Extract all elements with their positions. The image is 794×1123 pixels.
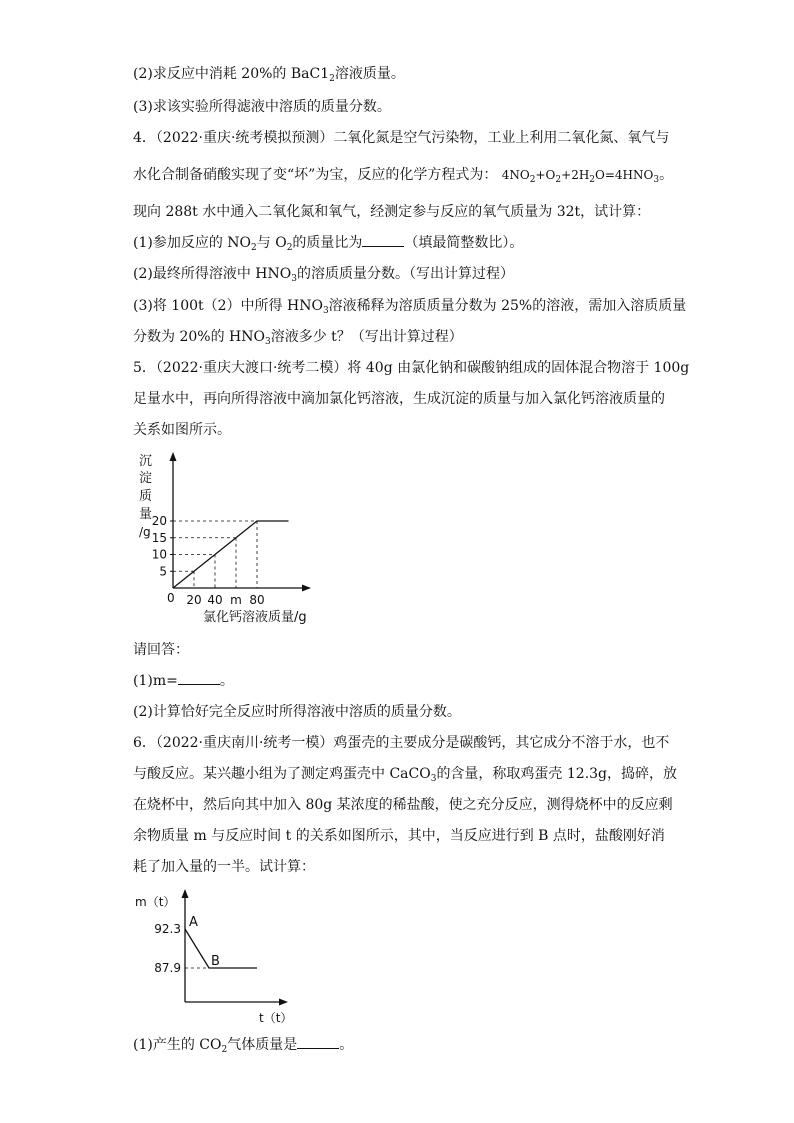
chart1-y-tick-label: 15 [151,530,167,545]
chart1-ylabel-2: 淀 [139,471,153,486]
q4-part2: (2)最终所得溶液中 $HNO_3$的溶质质量分数。（写出计算过程） [133,266,514,284]
q4-line3: 现向 288t 水中通入二氧化氮和氧气，经测定参与反应的氧气质量为 32t，试计算： [133,204,651,220]
q5-part2: (2)计算恰好完全反应时所得溶液中溶质的质量分数。 [133,704,461,720]
q6-line1: 6．（2022·重庆南川·统考一模）鸡蛋壳的主要成分是碳酸钙，其它成分不溶于水，也不 [133,735,670,751]
chart2-point-label-b: B [211,954,220,969]
q6-line3: 在烧杯中，然后向其中加入 80g 某浓度的稀盐酸，使之充分反应，测得烧杯中的反应剩 [133,797,673,813]
q6-line5: 耗了加入量的一半。试计算： [133,859,315,875]
chart1-x-tick-label: 40 [207,593,223,607]
chart1-y-arrow [170,452,177,461]
q6-line2: 与酸反应。某兴趣小组为了测定鸡蛋壳中 CaCO$_3$的含量，称取鸡蛋壳 12.3g，捣碎，放 [133,766,678,784]
chart2-y-arrow [182,889,189,898]
chart1-y-tick-label: 10 [151,547,167,562]
chart1-y-tick-label: 20 [151,514,167,528]
q4-line2: 水化合制备硝酸实现了变“坏”为宝，反应的化学方程式为： $4NO_2+O_2+2H_2O=4HNO_3$。 [133,167,674,185]
precipitate-chart [133,450,333,630]
q4-equation: $4NO_2+O_2+2H_2O=4HNO_3$ [501,168,660,185]
chart2-ylabel: m（t） [135,895,176,909]
answer-blank [297,1035,339,1049]
q5-line1: 5．（2022·重庆大渡口·统考二模）将 40g 由氯化钠和碳酸钠组成的固体混合物溶于 100g [133,360,690,376]
chart1-series-line [173,521,289,588]
chart1-ylabel-3: 质 [139,489,153,504]
q3-part2: (2)求反应中消耗 20%的 $BaC1_2$溶液质量。 [133,66,405,84]
q5-part1: (1)m= 。 [133,673,234,689]
chart2-xlabel: t（t） [259,1011,293,1025]
answer-blank [178,671,220,685]
q3-part3: (3)求该实验所得滤液中溶质的质量分数。 [133,99,391,115]
chart1-ylabel-5: /g [139,525,151,539]
q4-part3b: 分数为 20%的 $HNO_3$溶液多少 t？（写出计算过程） [133,329,463,347]
chart2-point-label-a: A [189,915,198,930]
q6-part1: (1)产生的 $CO_2$气体质量是 。 [133,1037,354,1055]
q5-line2: 足量水中，再向所得溶液中滴加氯化钙溶液，生成沉淀的质量与加入氯化钙溶液质量的 [133,391,665,407]
chart1-ylabel-4: 量 [139,507,153,522]
chart1-xlabel: 氯化钙溶液质量/g [203,610,307,625]
mass-time-chart [133,880,303,1030]
chart1-x-tick-label: 80 [249,593,265,607]
chart2-series-line [185,929,257,968]
q4-part1: (1)参加反应的 $NO_2$与 $O_2$的质量比为 （填最简整数比）。 [133,235,524,253]
chart2-x-arrow [279,999,288,1006]
chart1-origin: 0 [167,591,175,605]
chart1-y-tick-label: 5 [159,564,167,579]
q5-ask: 请回答： [133,642,189,658]
answer-blank [362,233,404,247]
q5-line3: 关系如图所示。 [133,422,231,438]
chart1-ylabel-1: 沉 [139,454,153,469]
q6-line4: 余物质量 m 与反应时间 t 的关系如图所示，其中，当反应进行到 B 点时，盐酸刚好消 [133,828,665,844]
chart2-y-tick-label: 92.3 [154,922,181,936]
chart2-y-tick-label: 87.9 [154,961,181,975]
chart1-x-tick-label: 20 [186,593,202,607]
chart1-x-tick-label: m [230,593,242,607]
q4-line1: 4．（2022·重庆·统考模拟预测）二氧化氮是空气污染物，工业上利用二氧化氮、氧气与 [133,130,670,146]
chart1-x-arrow [302,585,311,592]
q4-part3a: (3)将 100t（2）中所得 $HNO_3$溶液稀释为溶质质量分数为 25%的溶液，需加入溶质质量 [133,298,687,316]
